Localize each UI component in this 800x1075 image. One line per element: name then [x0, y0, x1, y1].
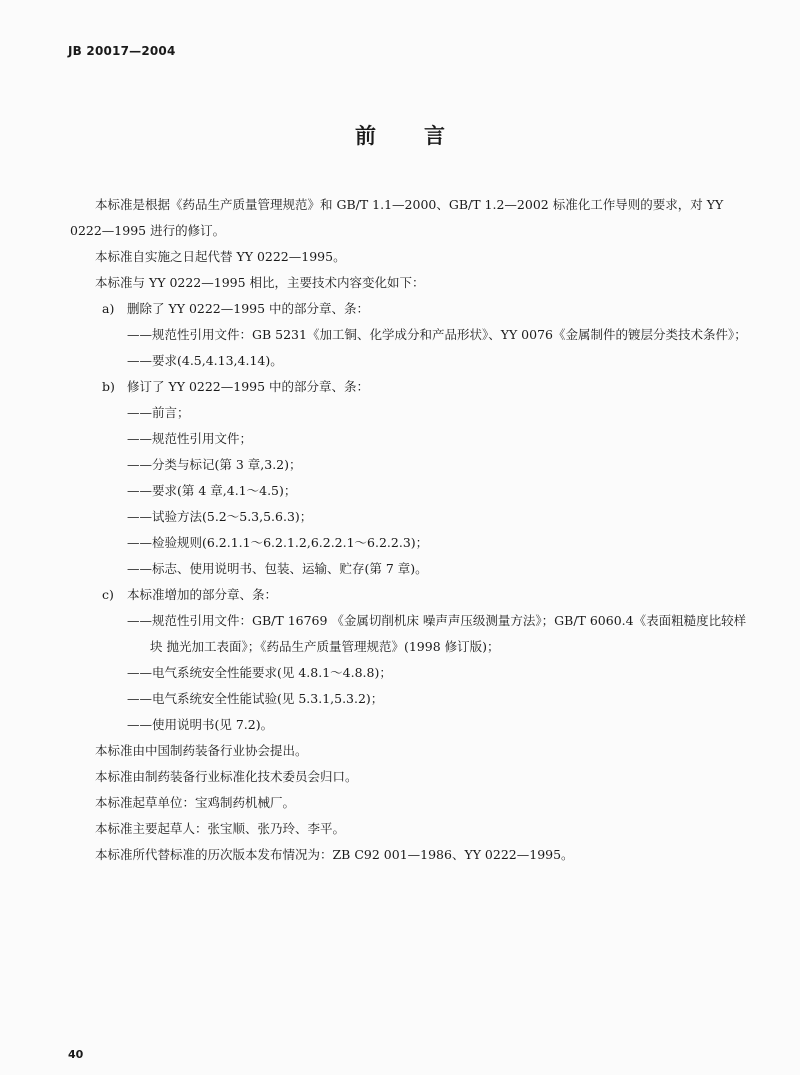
standard-code-header: JB 20017—2004: [68, 44, 176, 58]
list-item: ——使用说明书(见 7.2)。: [127, 717, 274, 732]
list-item: ——要求(第 4 章,4.1～4.5)；: [127, 483, 297, 498]
intro-paragraph: 本标准是根据《药品生产质量管理规范》和 GB/T 1.1—2000、GB/T 1.2—2002 标准化工作导则的要求，对 YY 0222—1995 进行的修订。: [70, 197, 724, 238]
section-c: [70, 582, 750, 608]
page-number: 40: [68, 1048, 84, 1061]
list-item: ——电气系统安全性能试验(见 5.3.1,5.3.2)；: [127, 691, 384, 706]
replace-paragraph: 本标准自实施之日起代替 YY 0222—1995。: [95, 249, 346, 264]
list-item: ——前言；: [127, 405, 190, 420]
list-item: ——规范性引用文件：GB 5231《加工铜、化学成分和产品形状》、YY 0076《金属制件的镀层分类技术条件》；: [127, 327, 747, 342]
list-item: ——电气系统安全性能要求(见 4.8.1～4.8.8)；: [127, 665, 392, 680]
compare-paragraph: 本标准与 YY 0222—1995 相比，主要技术内容变化如下：: [95, 275, 425, 290]
section-b-marker: b): [102, 379, 115, 394]
closing-paragraph: 本标准由制药装备行业标准化技术委员会归口。: [95, 769, 358, 784]
section-a: [70, 296, 750, 322]
list-item: ——分类与标记(第 3 章,3.2)；: [127, 457, 302, 472]
closing-paragraph: 本标准所代替标准的历次版本发布情况为：ZB C92 001—1986、YY 0222—1995。: [95, 847, 574, 862]
section-a-marker: a): [102, 301, 115, 316]
list-item: ——试验方法(5.2～5.3,5.6.3)；: [127, 509, 313, 524]
section-c-text: 本标准增加的部分章、条：: [127, 587, 278, 602]
section-c-marker: c): [102, 587, 114, 602]
list-item: ——要求(4.5,4.13,4.14)。: [127, 353, 283, 368]
document-body: [70, 192, 750, 868]
list-item: ——检验规则(6.2.1.1～6.2.1.2,6.2.2.1～6.2.2.3)；: [127, 535, 429, 550]
list-item: ——规范性引用文件：GB/T 16769 《金属切削机床 噪声声压级测量方法》；GB/T 6060.4《表面粗糙度比较样块 抛光加工表面》；《药品生产质量管理规范》(1998 修订版)；: [127, 613, 747, 654]
section-b-text: 修订了 YY 0222—1995 中的部分章、条：: [127, 379, 370, 394]
list-item: ——规范性引用文件；: [127, 431, 253, 446]
section-a-text: 删除了 YY 0222—1995 中的部分章、条：: [127, 301, 370, 316]
closing-paragraph: 本标准主要起草人：张宝顺、张乃玲、李平。: [95, 821, 346, 836]
section-b: [70, 374, 750, 400]
page-title: 前言: [355, 123, 493, 148]
closing-paragraph: 本标准由中国制药装备行业协会提出。: [95, 743, 308, 758]
closing-paragraph: 本标准起草单位：宝鸡制药机械厂。: [95, 795, 296, 810]
list-item: ——标志、使用说明书、包装、运输、贮存(第 7 章)。: [127, 561, 428, 576]
